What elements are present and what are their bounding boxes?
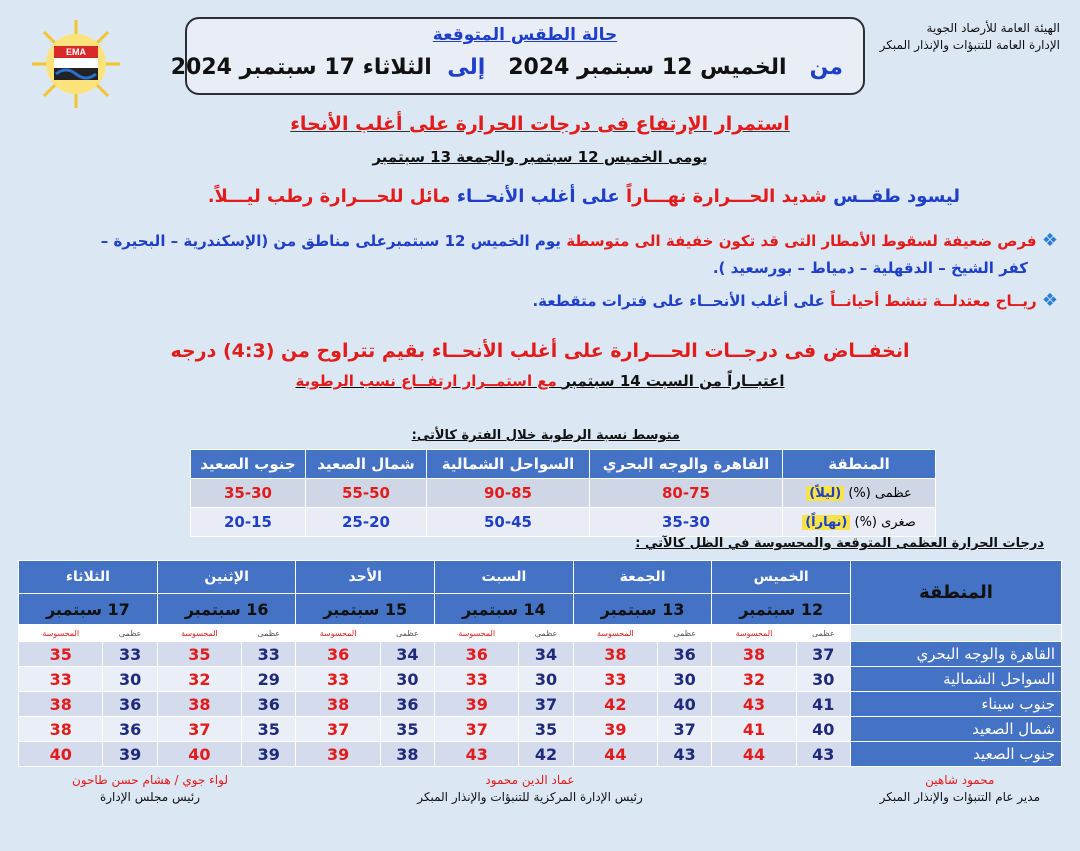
temp-day-row: المنطقة الخميس الجمعة السبت الأحد الإثنين الثلاثاء [19, 561, 1062, 594]
start-date: الخميس 12 سبتمبر 2024 [508, 55, 787, 80]
date-range [171, 55, 843, 80]
end-date: الثلاثاء 17 سبتمبر 2024 [170, 55, 432, 80]
feel-temp-cell: 32 [157, 667, 241, 692]
max-temp-cell: 30 [796, 667, 850, 692]
rain-bullet: ❖ فرص ضعيفة لسقوط الأمطار التى قد تكون خفيفة الى متوسطة يوم الخميس 12 سبتمبرعلى مناطق من (الإسكندرية – البحيرة – [100, 230, 1058, 251]
feel-label-cell: المحسوسة [573, 625, 657, 642]
temp-row [19, 742, 1062, 767]
max-temp-cell: 35 [380, 717, 434, 742]
max-label-cell: عظمى [103, 625, 157, 642]
feel-temp-cell: 33 [19, 667, 103, 692]
region-cell: القاهرة والوجه البحري [851, 642, 1062, 667]
max-temp-cell: 36 [380, 692, 434, 717]
feel-temp-cell: 38 [296, 692, 380, 717]
feel-temp-cell: 39 [296, 742, 380, 767]
max-temp-cell: 36 [103, 717, 157, 742]
weather-statement: ليسود طقــس شديد الحـــرارة نهـــاراً على أغلب الأنحــاء مائل للحـــرارة رطب ليـــلاً. [207, 186, 960, 207]
signature-3: لواء جوي / هشام حسن طاحون رئيس مجلس الإدارة [72, 773, 228, 804]
max-temp-cell: 37 [519, 692, 573, 717]
max-temp-cell: 30 [103, 667, 157, 692]
headline-rising-temps: استمرار الإرتفاع فى درجات الحرارة على أغلب الأنحاء [290, 113, 790, 135]
max-temp-cell: 39 [103, 742, 157, 767]
max-label-cell: عظمى [657, 625, 711, 642]
page-title: حالة الطقس المتوقعة [432, 25, 618, 45]
humidity-min-row: صغرى (%) (نهاراً) 35-30 50-45 25-20 20-15 [191, 508, 936, 537]
to-label: إلى [447, 55, 486, 80]
feel-temp-cell: 42 [573, 692, 657, 717]
feel-temp-cell: 38 [19, 717, 103, 742]
feel-temp-cell: 37 [296, 717, 380, 742]
feel-temp-cell: 33 [573, 667, 657, 692]
feel-temp-cell: 38 [157, 692, 241, 717]
org-block [880, 20, 1060, 54]
max-temp-cell: 36 [242, 692, 296, 717]
region-cell: شمال الصعيد [851, 717, 1062, 742]
temps-caption: درجات الحرارة العظمى المتوقعة والمحسوسة في الظل كالآتي : [635, 536, 1044, 551]
max-temp-cell: 34 [519, 642, 573, 667]
region-header: المنطقة [851, 561, 1062, 625]
max-temp-cell: 41 [796, 692, 850, 717]
days-subheading: يومى الخميس 12 سبتمبر والجمعة 13 سبتمبر [372, 148, 708, 166]
org-department: الإدارة العامة للتنبؤات والإنذار المبكر [879, 38, 1060, 52]
feel-label-cell: المحسوسة [296, 625, 380, 642]
feel-temp-cell: 43 [712, 692, 796, 717]
max-temp-cell: 43 [657, 742, 711, 767]
feel-temp-cell: 37 [157, 717, 241, 742]
temp-date-row: 12 سبتمبر 13 سبتمبر 14 سبتمبر 15 سبتمبر 16 سبتمبر 17 سبتمبر [19, 594, 1062, 625]
feel-label-cell: المحسوسة [435, 625, 519, 642]
feel-temp-cell: 33 [435, 667, 519, 692]
max-temp-cell: 43 [796, 742, 850, 767]
feel-temp-cell: 33 [296, 667, 380, 692]
region-cell: جنوب الصعيد [851, 742, 1062, 767]
feel-temp-cell: 38 [573, 642, 657, 667]
max-temp-cell: 30 [380, 667, 434, 692]
diamond-bullet-icon: ❖ [1041, 230, 1058, 251]
feel-temp-cell: 36 [296, 642, 380, 667]
feel-label-cell: المحسوسة [157, 625, 241, 642]
feel-temp-cell: 32 [712, 667, 796, 692]
signature-1: محمود شاهين مدير عام التنبؤات والإنذار المبكر [879, 773, 1040, 804]
feel-temp-cell: 41 [712, 717, 796, 742]
feel-temp-cell: 44 [573, 742, 657, 767]
rain-bullet-cont: كفر الشيخ – الدقهلية – دمياط – بورسعيد ). [712, 259, 1028, 277]
feel-temp-cell: 40 [157, 742, 241, 767]
max-temp-cell: 35 [242, 717, 296, 742]
feel-temp-cell: 36 [435, 642, 519, 667]
humidity-table [190, 449, 936, 537]
headline-cooling-sub: اعتبــاراً من السبت 14 سبتمبر مع استمــرار ارتفــاع نسب الرطوبة [295, 372, 785, 390]
max-label-cell: عظمى [242, 625, 296, 642]
max-temp-cell: 40 [657, 692, 711, 717]
temp-row [19, 692, 1062, 717]
humidity-caption: متوسط نسبة الرطوبة خلال الفترة كالأتى: [411, 428, 680, 443]
max-temp-cell: 37 [796, 642, 850, 667]
wind-bullet: ❖ ريــاح معتدلــة تنشط أحيانــاً على أغلب الأنحــاء على فترات متقطعة. [532, 290, 1058, 311]
header-box [170, 17, 865, 95]
logo-text: EMA [66, 47, 86, 57]
max-label-cell: عظمى [796, 625, 850, 642]
max-label-cell: عظمى [380, 625, 434, 642]
org-name: الهيئة العامة للأرصاد الجوية [926, 21, 1060, 35]
max-temp-cell: 37 [657, 717, 711, 742]
temperature-table [18, 560, 1062, 767]
ema-logo [30, 18, 122, 110]
max-temp-cell: 33 [242, 642, 296, 667]
from-label: من [809, 55, 843, 80]
feel-label-cell: المحسوسة [712, 625, 796, 642]
max-temp-cell: 29 [242, 667, 296, 692]
max-temp-cell: 34 [380, 642, 434, 667]
feel-temp-cell: 38 [19, 692, 103, 717]
max-label-cell: عظمى [519, 625, 573, 642]
feel-label-cell: المحسوسة [19, 625, 103, 642]
region-cell: جنوب سيناء [851, 692, 1062, 717]
max-temp-cell: 36 [103, 692, 157, 717]
headline-cooling: انخفــاض فى درجــات الحـــرارة على أغلب الأنحــاء بقيم تتراوح من (4:3) درجه [170, 340, 910, 362]
feel-temp-cell: 40 [19, 742, 103, 767]
temp-row [19, 717, 1062, 742]
diamond-bullet-icon: ❖ [1041, 290, 1058, 311]
temp-row [19, 667, 1062, 692]
feel-temp-cell: 37 [435, 717, 519, 742]
humidity-max-row: عظمى (%) (ليلاً) 80-75 90-85 55-50 35-30 [191, 479, 936, 508]
max-temp-cell: 36 [657, 642, 711, 667]
feel-temp-cell: 44 [712, 742, 796, 767]
temp-row [19, 642, 1062, 667]
max-temp-cell: 38 [380, 742, 434, 767]
feel-temp-cell: 43 [435, 742, 519, 767]
max-temp-cell: 33 [103, 642, 157, 667]
max-temp-cell: 39 [242, 742, 296, 767]
region-cell: السواحل الشمالية [851, 667, 1062, 692]
max-temp-cell: 35 [519, 717, 573, 742]
temp-subheader-row [19, 625, 1062, 642]
feel-temp-cell: 38 [712, 642, 796, 667]
signature-2: عماد الدين محمود رئيس الإدارة المركزية للتنبؤات والإنذار المبكر [417, 773, 643, 804]
feel-temp-cell: 39 [573, 717, 657, 742]
max-temp-cell: 42 [519, 742, 573, 767]
feel-temp-cell: 35 [19, 642, 103, 667]
max-temp-cell: 40 [796, 717, 850, 742]
max-temp-cell: 30 [657, 667, 711, 692]
feel-temp-cell: 39 [435, 692, 519, 717]
humidity-header-row: المنطقة القاهرة والوجه البحري السواحل الشمالية شمال الصعيد جنوب الصعيد [191, 450, 936, 479]
max-temp-cell: 30 [519, 667, 573, 692]
feel-temp-cell: 35 [157, 642, 241, 667]
